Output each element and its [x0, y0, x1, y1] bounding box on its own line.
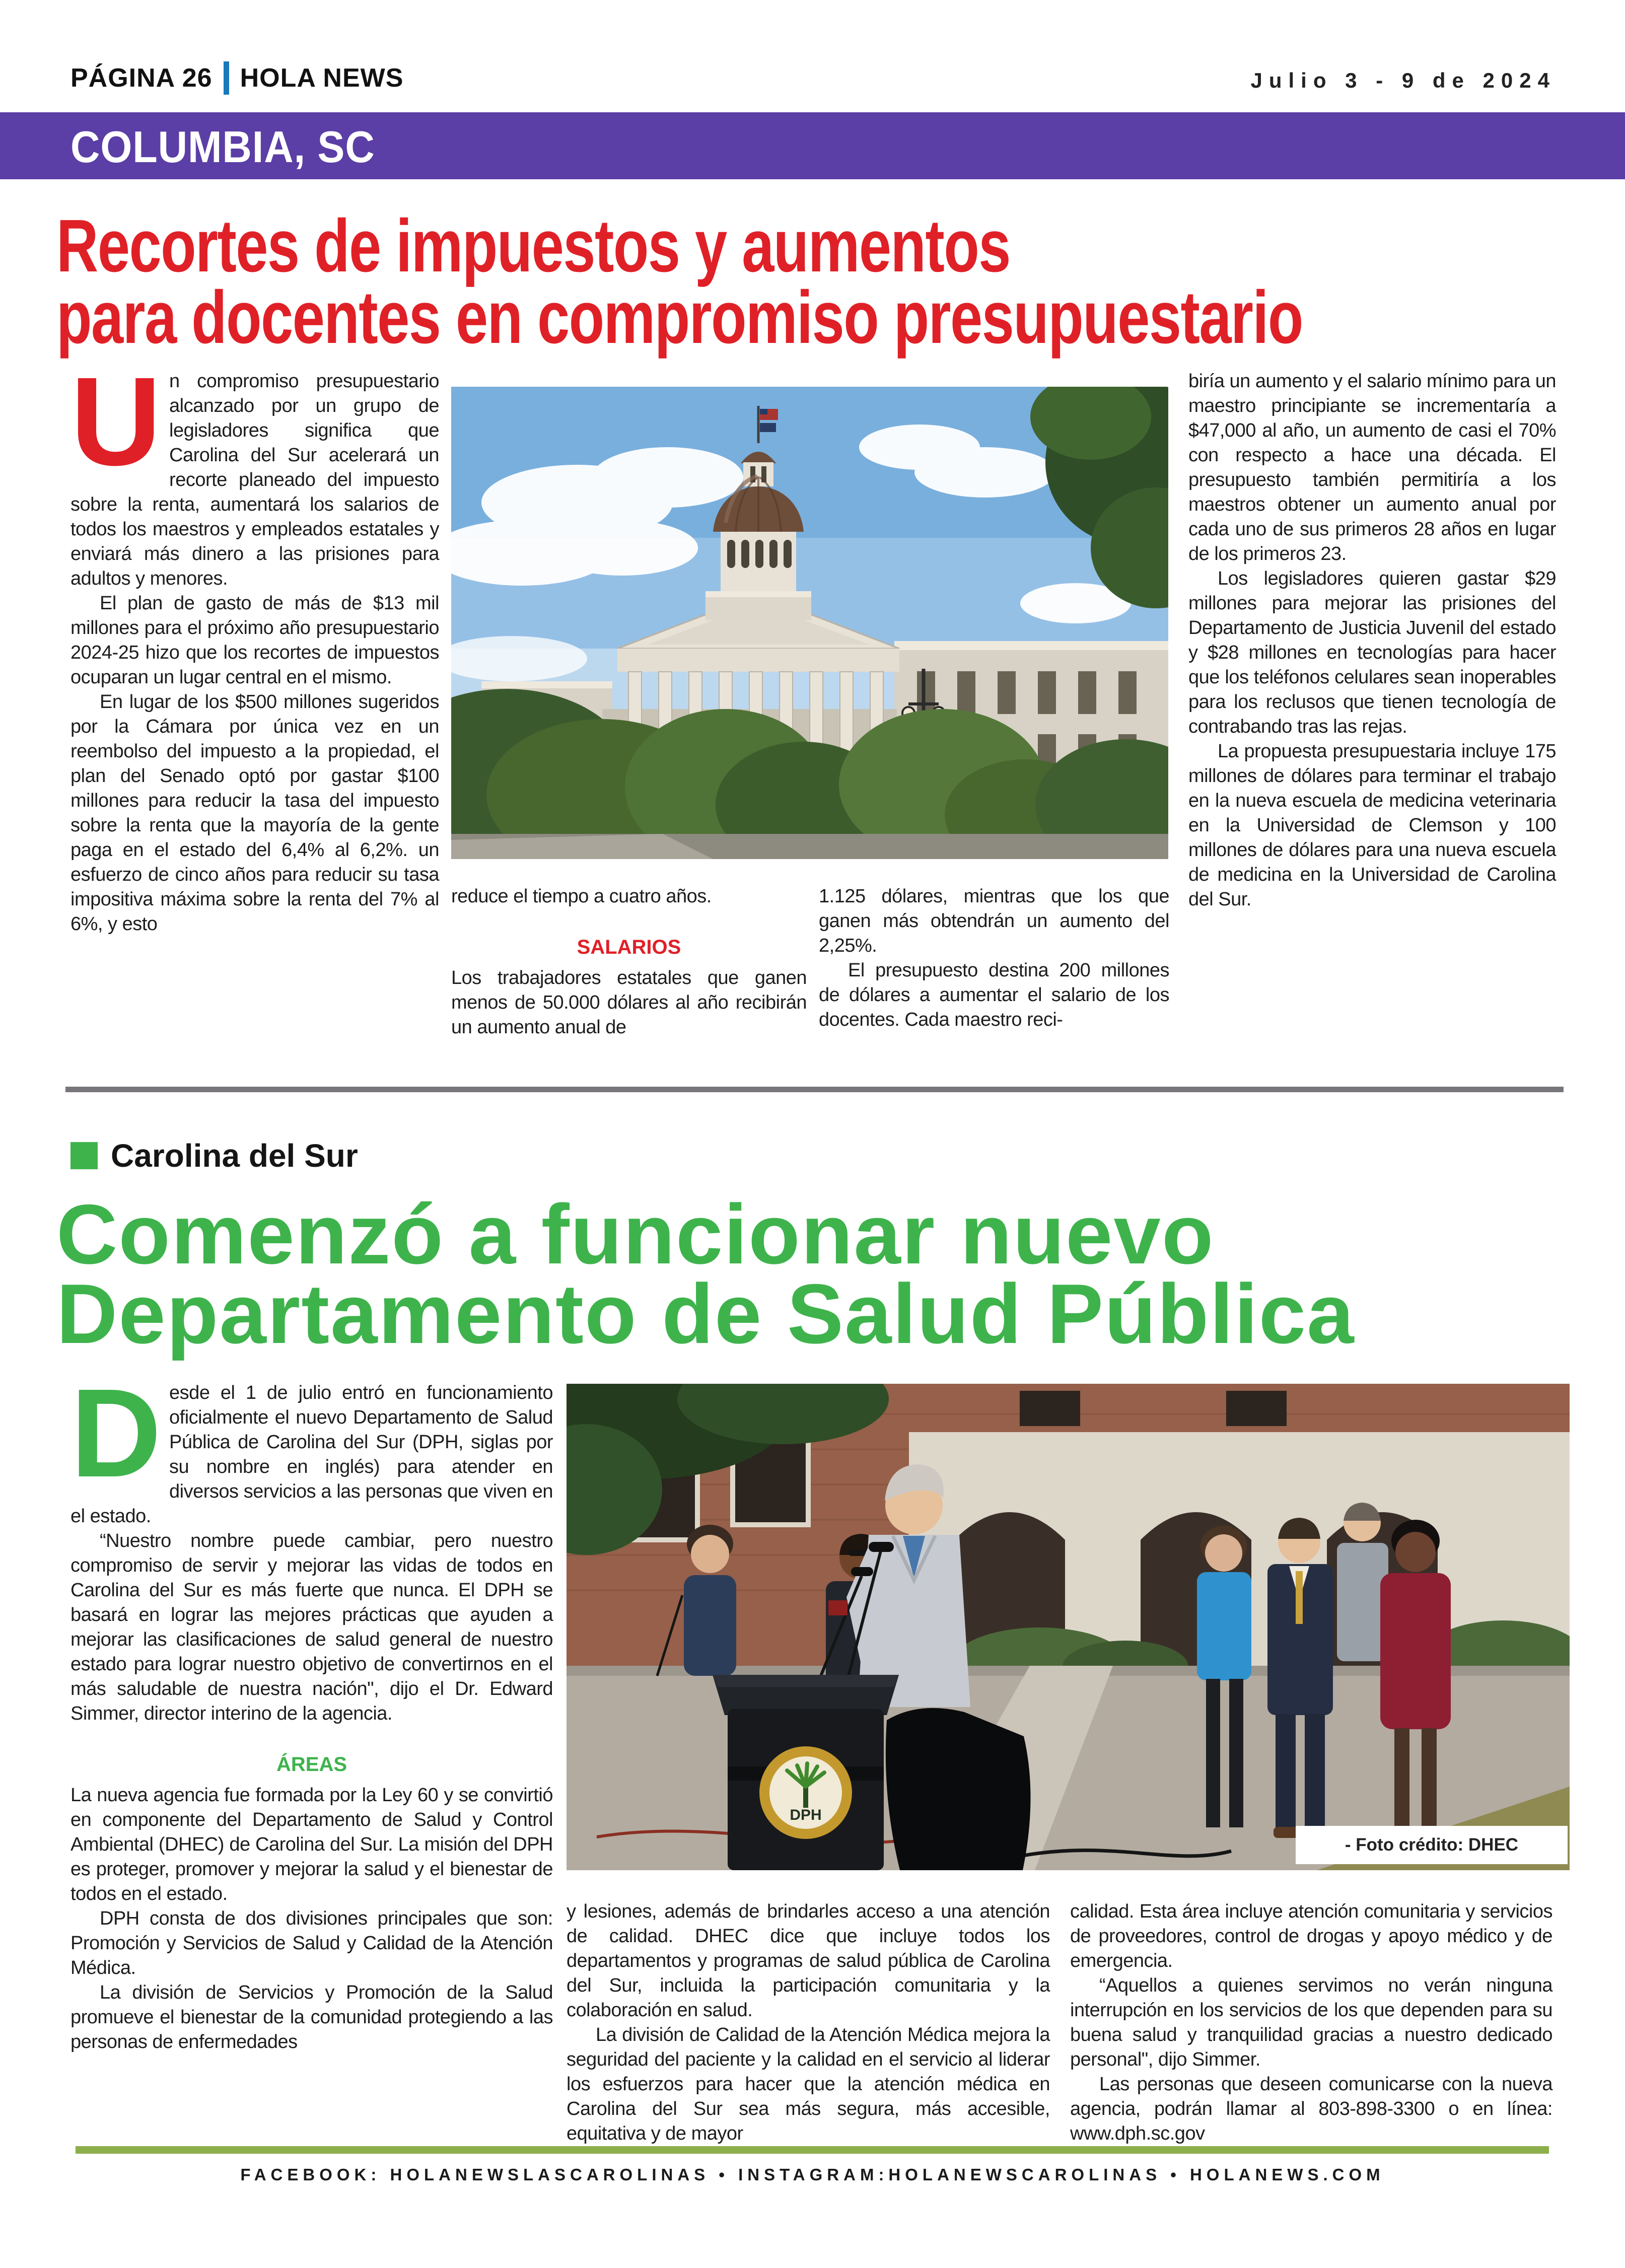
paragraph-text: esde el 1 de julio entró en funcionamiento oficialmente el nuevo Departamento de Salud Pública de Carolina del Sur (DPH, siglas por su nombre en inglés) para atender en diversos servicios a las personas que viven en el estado. [70, 1382, 553, 1527]
article2-kicker [70, 1137, 358, 1174]
article2-headline-line2: Departamento de Salud Pública [56, 1266, 1355, 1361]
body-paragraph: calidad. Esta área incluye atención comunitaria y servicios de proveedores, control de drogas y apoyo médico y de emergencia. [1070, 1901, 1552, 1971]
body-paragraph: En lugar de los $500 millones sugeridos por la Cámara por única vez en un reembolso del impuesto a la propiedad, el plan del Senado optó por gastar $100 millones para reducir la tasa del impuesto sobre la renta que la mayoría de la gente paga en el estado del 6,4% al 6,2%. un esfuerzo de cinco años para reducir su tasa impositiva máxima sobre la renta del 7% al 6%, y esto [70, 691, 439, 935]
body-paragraph: La propuesta presupuestaria incluye 175 millones de dólares para terminar el trabajo en la nueva escuela de medicina veterinaria en la Universidad de Clemson y 100 millones de dólares para una nueva escuela de medicina en la Universidad de Carolina del Sur. [1188, 741, 1556, 910]
location-banner [0, 112, 1625, 179]
podium-seal-label: DPH [790, 1807, 822, 1823]
body-paragraph: “Nuestro nombre puede cambiar, pero nuestro compromiso de servir y mejorar las vidas de todos en Carolina del Sur es más fuerte que nunca. El DPH se basará en lograr las mejores prácticas que ayuden a mejorar las clasificaciones de salud general de nuestro estado para lograr nuestro objetivo de convertirnos en el más saludable de nuestra nación", dijo el Dr. Edward Simmer, director interino de la agencia. [70, 1530, 553, 1724]
podium [713, 1675, 899, 1870]
body-paragraph: El presupuesto destina 200 millones de dólares a aumentar el salario de los docentes. Cada maestro reci- [819, 960, 1169, 1030]
body-paragraph [70, 1363, 553, 1529]
statehouse-photo [451, 387, 1168, 859]
subhead-areas: ÁREAS [276, 1753, 347, 1776]
kicker-square-icon [70, 1142, 98, 1169]
section-divider [65, 1087, 1564, 1092]
body-paragraph: 1.125 dólares, mientras que los que ganen más obtendrán un aumento del 2,25%. [819, 886, 1169, 956]
body-paragraph: Los trabajadores estatales que ganen menos de 50.000 dólares al año recibirán un aumento anual de [451, 967, 807, 1038]
drape [886, 1708, 1031, 1870]
article2-headline-line1: Comenzó a funcionar nuevo [56, 1187, 1215, 1282]
dropcap-d: D [70, 1363, 162, 1503]
kicker-label: Carolina del Sur [111, 1138, 358, 1174]
page-number: PÁGINA 26 [70, 63, 213, 93]
article2-column-1 [70, 1363, 553, 2054]
article2-headline [56, 1187, 1355, 1361]
body-paragraph: Las personas que deseen comunicarse con la nueva agencia, podrán llamar al 803-898-3300 o en línea: www.dph.sc.gov [1070, 2074, 1552, 2144]
issue-date: Julio 3 - 9 de 2024 [1250, 68, 1556, 92]
location-label: COLUMBIA, SC [70, 122, 375, 172]
body-paragraph: DPH consta de dos divisiones principales que son: Promoción y Servicios de Salud y Calidad de la Atención Médica. [70, 1908, 553, 1978]
body-paragraph: La división de Calidad de la Atención Médica mejora la seguridad del paciente y la calidad en el servicio al liderar los esfuerzos para hacer que la atención médica en Carolina del Sur sea más segura, más accesible, equitativa y de mayor [567, 2024, 1050, 2144]
article1-headline-line1: Recortes de impuestos y aumentos [56, 204, 1010, 288]
dropcap-u: U [70, 351, 162, 491]
footer-green-rule [76, 2146, 1549, 2154]
body-paragraph: La división de Servicios y Promoción de la Salud promueve el bienestar de la comunidad protegiendo a las personas de enfermedades [70, 1982, 553, 2052]
statehouse-illustration [451, 387, 1168, 859]
body-paragraph [70, 351, 439, 591]
footer-social-line: FACEBOOK: HOLANEWSLASCAROLINAS • INSTAGRAM:HOLANEWSCAROLINAS • HOLANEWS.COM [240, 2165, 1385, 2184]
press-conference-illustration [567, 1384, 1570, 1870]
masthead-divider-bar [224, 61, 229, 95]
article1-headline [56, 204, 1303, 359]
article1-column-2 [451, 884, 807, 1040]
press-conference-photo [567, 1384, 1570, 1870]
article1-headline-line2: para docentes en compromiso presupuestario [56, 276, 1303, 359]
masthead [70, 61, 403, 95]
article2-column-3 [1070, 1899, 1552, 2146]
article1-column-1 [70, 351, 439, 937]
body-paragraph: El plan de gasto de más de $13 mil millones para el próximo año presupuestario 2024-25 hizo que los recortes de impuestos ocuparan un lugar central en el mismo. [70, 593, 439, 688]
body-paragraph: biría un aumento y el salario mínimo para un maestro principiante se incrementaría a $47,000 al año, un aumento de casi el 70% con respecto a hace una década. El presupuesto también permitiría a los maestros obtener un aumento anual por cada uno de sus primeros 28 años en lugar de los primeros 23. [1188, 371, 1556, 564]
photo-credit: - Foto crédito: DHEC [1296, 1826, 1568, 1864]
body-paragraph: “Aquellos a quienes servimos no verán ninguna interrupción en los servicios de los que dependen para su buena salud y tranquilidad gracias a nuestro dedicado personal", dijo Simmer. [1070, 1975, 1552, 2070]
body-paragraph: La nueva agencia fue formada por la Ley 60 y se convirtió en componente del Departamento de Salud y Control Ambiental (DHEC) de Carolina del Sur. La misión del DPH es proteger, promover y mejorar la salud y el bienestar de todos en el estado. [70, 1785, 553, 1904]
article2-column-2 [567, 1899, 1050, 2146]
article1-column-3 [819, 884, 1169, 1032]
body-paragraph: y lesiones, además de brindarles acceso a una atención de calidad. DHEC dice que incluye todos los departamentos y programas de salud pública de Carolina del Sur, incluida la participación comunitaria y la colaboración en salud. [567, 1901, 1050, 2021]
body-paragraph: Los legisladores quieren gastar $29 millones para mejorar las prisiones del Departamento de Justicia Juvenil del estado y $28 millones en tecnologías para hacer que los teléfonos celulares sean inoperables para los reclusos que tienen tecnología de contrabando tras las rejas. [1188, 568, 1556, 737]
body-paragraph: reduce el tiempo a cuatro años. [451, 886, 712, 907]
paragraph-text: n compromiso presupuestario alcanzado por un grupo de legisladores significa que Carolina del Sur acelerará un recorte planeado del impuesto sobre la renta, aumentará los salarios de todos los maestros y empleados estatales y enviará más dinero a las prisiones para adultos y menores. [70, 371, 439, 589]
article1-column-4 [1188, 369, 1556, 912]
brand-name: HOLA NEWS [240, 63, 404, 93]
subhead-salarios: SALARIOS [577, 936, 681, 958]
person-left-woman [684, 1525, 736, 1676]
